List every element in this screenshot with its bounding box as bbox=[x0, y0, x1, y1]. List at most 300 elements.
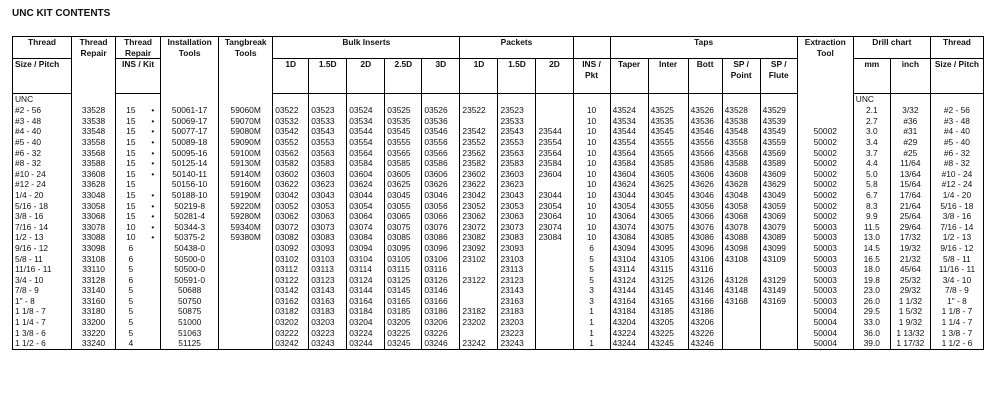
table-cell: 03102 bbox=[273, 254, 309, 265]
table-cell: 50002 bbox=[797, 158, 853, 169]
header-bulk-2d: 2D bbox=[347, 59, 385, 94]
table-cell: 03142 bbox=[273, 285, 309, 296]
table-cell: 43125 bbox=[648, 275, 688, 286]
table-cell: 50002 bbox=[797, 179, 853, 190]
table-cell: 1/2 - 13 bbox=[930, 232, 983, 243]
table-cell: 1/4 - 20 bbox=[13, 190, 72, 201]
table-cell: 33568 bbox=[72, 148, 116, 159]
table-cell bbox=[460, 296, 498, 307]
table-cell: 50219-8 bbox=[161, 201, 219, 212]
table-cell: 15 bbox=[126, 115, 136, 126]
table-cell: • bbox=[146, 137, 161, 148]
table-cell: 03112 bbox=[273, 264, 309, 275]
table-cell: 1 bbox=[573, 338, 610, 349]
table-cell: 15 bbox=[126, 200, 136, 211]
table-cell: 1 1/8 - 7 bbox=[13, 306, 72, 317]
table-cell: 23054 bbox=[536, 201, 573, 212]
header-tap-bott: Bott bbox=[688, 59, 722, 94]
table-cell: 03105 bbox=[385, 254, 422, 265]
table-cell: 3/4 - 10 bbox=[13, 275, 72, 286]
table-row bbox=[13, 158, 984, 169]
table-cell: 23243 bbox=[498, 338, 536, 349]
table-cell: 43149 bbox=[760, 285, 797, 296]
table-cell: #6 - 32 bbox=[930, 148, 983, 159]
table-row bbox=[13, 232, 984, 243]
table-cell: 43099 bbox=[760, 243, 797, 254]
table-cell: 43629 bbox=[760, 179, 797, 190]
table-cell: 03054 bbox=[347, 201, 385, 212]
table-cell: 1 1/32 bbox=[890, 296, 930, 307]
table-row bbox=[13, 254, 984, 265]
table-cell: 10 bbox=[573, 126, 610, 137]
table-cell: 50002 bbox=[797, 211, 853, 222]
table-cell: 03086 bbox=[422, 232, 460, 243]
table-cell: 33108 bbox=[72, 254, 116, 265]
table-cell: 43534 bbox=[610, 116, 648, 127]
table-cell bbox=[536, 254, 573, 265]
table-cell: 6.7 bbox=[853, 190, 890, 201]
table-cell: 03584 bbox=[347, 158, 385, 169]
table-cell: 43526 bbox=[688, 105, 722, 116]
table-cell: 43105 bbox=[648, 254, 688, 265]
table-cell: 1 1/4 - 7 bbox=[13, 317, 72, 328]
table-cell: 43548 bbox=[722, 126, 760, 137]
table-cell: • bbox=[146, 190, 161, 201]
table-cell: 43568 bbox=[722, 148, 760, 159]
table-cell: 43075 bbox=[648, 222, 688, 233]
table-cell: 23083 bbox=[498, 232, 536, 243]
table-cell: 59070M bbox=[219, 116, 273, 127]
table-cell: 43049 bbox=[760, 190, 797, 201]
table-cell: 03085 bbox=[385, 232, 422, 243]
table-cell: 1 3/8 - 7 bbox=[930, 328, 983, 339]
table-cell: 15 bbox=[126, 168, 136, 179]
table-cell: 43555 bbox=[648, 137, 688, 148]
header-drill-mm: mm bbox=[853, 59, 890, 94]
table-cell bbox=[536, 116, 573, 127]
table-cell bbox=[536, 179, 573, 190]
table-cell: 5 bbox=[573, 275, 610, 286]
table-cell: 03066 bbox=[422, 211, 460, 222]
table-cell: 03545 bbox=[385, 126, 422, 137]
table-row bbox=[13, 338, 984, 349]
table-cell bbox=[219, 275, 273, 286]
table-cell: 03226 bbox=[422, 328, 460, 339]
table-cell: 59280M bbox=[219, 211, 273, 222]
table-cell: 23123 bbox=[498, 275, 536, 286]
table-cell: 33220 bbox=[72, 328, 116, 339]
table-cell: 03626 bbox=[422, 179, 460, 190]
table-cell: 15 bbox=[126, 136, 136, 147]
table-cell: 25/64 bbox=[890, 211, 930, 222]
table-cell: 23554 bbox=[536, 137, 573, 148]
header-thread-repair-kit: Thread Repair bbox=[116, 37, 161, 59]
table-cell: 3.4 bbox=[853, 137, 890, 148]
table-cell: 59090M bbox=[219, 137, 273, 148]
table-cell bbox=[146, 317, 161, 328]
table-cell: 33160 bbox=[72, 296, 116, 307]
table-cell: 23102 bbox=[460, 254, 498, 265]
table-cell: 50438-0 bbox=[161, 243, 219, 254]
table-cell: 03625 bbox=[385, 179, 422, 190]
table-cell bbox=[536, 243, 573, 254]
table-cell: 43244 bbox=[610, 338, 648, 349]
table-cell bbox=[460, 285, 498, 296]
table-cell: 43205 bbox=[648, 317, 688, 328]
table-cell bbox=[146, 328, 161, 339]
table-cell: 33240 bbox=[72, 338, 116, 349]
table-cell: 50004 bbox=[797, 306, 853, 317]
table-cell: 43084 bbox=[610, 232, 648, 243]
table-cell: 03046 bbox=[422, 190, 460, 201]
table-cell: 11.5 bbox=[853, 222, 890, 233]
table-cell: 43074 bbox=[610, 222, 648, 233]
table-cell: 03555 bbox=[385, 137, 422, 148]
table-cell: 1 bbox=[573, 328, 610, 339]
table-cell: 03203 bbox=[309, 317, 347, 328]
table-cell: 03144 bbox=[347, 285, 385, 296]
table-cell: 23623 bbox=[498, 179, 536, 190]
table-cell: 23533 bbox=[498, 116, 536, 127]
table-cell: 23544 bbox=[536, 126, 573, 137]
table-cell: 17/32 bbox=[890, 232, 930, 243]
table-cell: 03602 bbox=[273, 169, 309, 180]
table-cell: 43056 bbox=[688, 201, 722, 212]
table-cell: 33200 bbox=[72, 317, 116, 328]
table-cell: 43146 bbox=[688, 285, 722, 296]
table-cell: 50003 bbox=[797, 275, 853, 286]
table-cell: 59140M bbox=[219, 169, 273, 180]
table-cell: 03185 bbox=[385, 306, 422, 317]
table-row bbox=[13, 116, 984, 127]
table-cell: #6 - 32 bbox=[13, 148, 72, 159]
table-cell bbox=[219, 243, 273, 254]
table-cell bbox=[460, 264, 498, 275]
header-size-pitch-right: Size / Pitch bbox=[930, 59, 983, 94]
unc-label-row bbox=[13, 94, 984, 106]
table-cell bbox=[722, 328, 760, 339]
table-cell: 33068 bbox=[72, 211, 116, 222]
table-cell: 43114 bbox=[610, 264, 648, 275]
table-cell: 43628 bbox=[722, 179, 760, 190]
table-cell: 2.7 bbox=[853, 116, 890, 127]
table-cell: 23203 bbox=[498, 317, 536, 328]
table-cell: 10 bbox=[573, 148, 610, 159]
table-cell: #4 - 40 bbox=[930, 126, 983, 137]
table-cell: #10 - 24 bbox=[13, 169, 72, 180]
table-cell: 43046 bbox=[688, 190, 722, 201]
table-cell: 03224 bbox=[347, 328, 385, 339]
table-cell: 43148 bbox=[722, 285, 760, 296]
table-cell: 23043 bbox=[498, 190, 536, 201]
table-cell: 43166 bbox=[688, 296, 722, 307]
table-cell: 11/16 - 11 bbox=[930, 264, 983, 275]
table-cell: #3 - 48 bbox=[13, 116, 72, 127]
table-cell: 43524 bbox=[610, 105, 648, 116]
table-cell: 33548 bbox=[72, 126, 116, 137]
table-cell: 17/64 bbox=[890, 190, 930, 201]
table-cell: 5.0 bbox=[853, 169, 890, 180]
table-cell: 6 bbox=[128, 274, 134, 285]
table-cell: 50875 bbox=[161, 306, 219, 317]
table-row bbox=[13, 169, 984, 180]
table-cell: 43086 bbox=[688, 232, 722, 243]
table-cell: #5 - 40 bbox=[13, 137, 72, 148]
table-cell: 43245 bbox=[648, 338, 688, 349]
table-cell: 9.9 bbox=[853, 211, 890, 222]
table-cell: 23084 bbox=[536, 232, 573, 243]
table-cell: 3 bbox=[573, 296, 610, 307]
table-cell: 50003 bbox=[797, 243, 853, 254]
table-cell: 43559 bbox=[760, 137, 797, 148]
table-cell: 1 bbox=[573, 317, 610, 328]
table-cell: #8 - 32 bbox=[13, 158, 72, 169]
table-cell: 50004 bbox=[797, 338, 853, 349]
table-cell: 43085 bbox=[648, 232, 688, 243]
table-cell: 43246 bbox=[688, 338, 722, 349]
table-cell: 43128 bbox=[722, 275, 760, 286]
table-cell: 5 bbox=[128, 317, 134, 328]
header-bulk-3d: 3D bbox=[422, 59, 460, 94]
table-cell: 43129 bbox=[760, 275, 797, 286]
table-cell: 43108 bbox=[722, 254, 760, 265]
table-cell: #36 bbox=[890, 116, 930, 127]
table-cell: 03583 bbox=[309, 158, 347, 169]
table-cell: 7/8 - 9 bbox=[930, 285, 983, 296]
table-cell: • bbox=[146, 211, 161, 222]
table-cell: 23044 bbox=[536, 190, 573, 201]
table-cell bbox=[536, 285, 573, 296]
table-cell: 43169 bbox=[760, 296, 797, 307]
table-cell: 03072 bbox=[273, 222, 309, 233]
table-cell: 11/64 bbox=[890, 158, 930, 169]
table-cell: 23042 bbox=[460, 190, 498, 201]
table-cell: 33098 bbox=[72, 243, 116, 254]
table-cell: 23092 bbox=[460, 243, 498, 254]
table-cell: 03095 bbox=[385, 243, 422, 254]
table-cell: 03165 bbox=[385, 296, 422, 307]
table-cell: 50375-2 bbox=[161, 232, 219, 243]
table-cell: 33608 bbox=[72, 169, 116, 180]
table-cell: 15 bbox=[126, 179, 136, 190]
table-cell: 03223 bbox=[309, 328, 347, 339]
table-cell: 43054 bbox=[610, 201, 648, 212]
page-title: UNC KIT CONTENTS bbox=[12, 8, 111, 19]
table-cell bbox=[146, 285, 161, 296]
table-cell: 3/4 - 10 bbox=[930, 275, 983, 286]
table-cell: 43569 bbox=[760, 148, 797, 159]
table-cell: 23052 bbox=[460, 201, 498, 212]
table-cell: 33558 bbox=[72, 137, 116, 148]
table-cell: 50002 bbox=[797, 190, 853, 201]
table-cell: 03222 bbox=[273, 328, 309, 339]
table-cell: • bbox=[146, 126, 161, 137]
table-cell bbox=[536, 306, 573, 317]
table-cell: 43124 bbox=[610, 275, 648, 286]
table-cell: 43224 bbox=[610, 328, 648, 339]
table-cell bbox=[722, 306, 760, 317]
table-cell: 1 1/8 - 7 bbox=[930, 306, 983, 317]
table-cell bbox=[146, 179, 161, 190]
table-cell: 36.0 bbox=[853, 328, 890, 339]
table-cell: 23082 bbox=[460, 232, 498, 243]
table-cell bbox=[536, 338, 573, 349]
table-cell: 03044 bbox=[347, 190, 385, 201]
table-cell: 50750 bbox=[161, 296, 219, 307]
table-cell: 33058 bbox=[72, 201, 116, 212]
table-cell: 23183 bbox=[498, 306, 536, 317]
table-cell bbox=[146, 254, 161, 265]
table-cell: 03186 bbox=[422, 306, 460, 317]
table-cell: 43528 bbox=[722, 105, 760, 116]
table-cell: 43546 bbox=[688, 126, 722, 137]
table-cell: 25/32 bbox=[890, 275, 930, 286]
table-cell: 43098 bbox=[722, 243, 760, 254]
table-cell: 23.0 bbox=[853, 285, 890, 296]
table-cell: 5 bbox=[573, 254, 610, 265]
table-cell: 23602 bbox=[460, 169, 498, 180]
header-tap-sp-flute: SP / Flute bbox=[760, 59, 797, 94]
table-cell: 5.8 bbox=[853, 179, 890, 190]
table-cell: 43226 bbox=[688, 328, 722, 339]
table-cell: 50003 bbox=[797, 264, 853, 275]
table-row bbox=[13, 317, 984, 328]
table-cell: 43538 bbox=[722, 116, 760, 127]
table-cell: 43589 bbox=[760, 158, 797, 169]
table-cell: 03523 bbox=[309, 105, 347, 116]
table-cell: 23523 bbox=[498, 105, 536, 116]
table-cell: 43556 bbox=[688, 137, 722, 148]
table-cell: 03043 bbox=[309, 190, 347, 201]
table-cell: 03084 bbox=[347, 232, 385, 243]
table-cell: 7/16 - 14 bbox=[13, 222, 72, 233]
table-cell: 59080M bbox=[219, 126, 273, 137]
table-cell: 10 bbox=[573, 211, 610, 222]
table-cell: 43605 bbox=[648, 169, 688, 180]
table-cell: 23053 bbox=[498, 201, 536, 212]
table-cell: 43058 bbox=[722, 201, 760, 212]
table-cell: 03114 bbox=[347, 264, 385, 275]
table-cell: 5 bbox=[128, 285, 134, 296]
table-cell: 43069 bbox=[760, 211, 797, 222]
table-cell: 03533 bbox=[309, 116, 347, 127]
table-cell: 10 bbox=[573, 190, 610, 201]
table-cell bbox=[146, 264, 161, 275]
table-cell: 33.0 bbox=[853, 317, 890, 328]
table-cell: 33180 bbox=[72, 306, 116, 317]
table-cell: 50004 bbox=[797, 317, 853, 328]
table-cell: 13.0 bbox=[853, 232, 890, 243]
table-cell: 03042 bbox=[273, 190, 309, 201]
table-cell bbox=[219, 338, 273, 349]
table-cell: 26.0 bbox=[853, 296, 890, 307]
table-cell: 03123 bbox=[309, 275, 347, 286]
table-cell: 43185 bbox=[648, 306, 688, 317]
table-cell: 23062 bbox=[460, 211, 498, 222]
table-row bbox=[13, 211, 984, 222]
table-cell: 10 bbox=[573, 179, 610, 190]
table-cell: 43144 bbox=[610, 285, 648, 296]
table-row bbox=[13, 222, 984, 233]
table-cell: 03094 bbox=[347, 243, 385, 254]
table-cell: 50095-16 bbox=[161, 148, 219, 159]
table-cell: 03064 bbox=[347, 211, 385, 222]
table-cell: 23603 bbox=[498, 169, 536, 180]
table-cell: 23553 bbox=[498, 137, 536, 148]
table-cell: 5 bbox=[128, 306, 134, 317]
table-cell: 19/32 bbox=[890, 243, 930, 254]
table-cell bbox=[146, 296, 161, 307]
table-cell bbox=[460, 116, 498, 127]
table-cell: 10 bbox=[573, 158, 610, 169]
table-cell: 03164 bbox=[347, 296, 385, 307]
table-cell: 33628 bbox=[72, 179, 116, 190]
header-drill-inch: inch bbox=[890, 59, 930, 94]
table-cell: 14.5 bbox=[853, 243, 890, 254]
table-cell: 43566 bbox=[688, 148, 722, 159]
table-cell: 18.0 bbox=[853, 264, 890, 275]
table-cell: #10 - 24 bbox=[930, 169, 983, 180]
table-cell: 03534 bbox=[347, 116, 385, 127]
table-cell: 50003 bbox=[797, 232, 853, 243]
table-cell: 33140 bbox=[72, 285, 116, 296]
table-cell: 59220M bbox=[219, 201, 273, 212]
table-cell: 03623 bbox=[309, 179, 347, 190]
table-cell: #3 - 48 bbox=[930, 116, 983, 127]
header-ins-kit: INS / Kit bbox=[116, 59, 161, 94]
table-cell: 15 bbox=[126, 189, 136, 200]
table-cell: 15 bbox=[126, 158, 136, 169]
table-cell: 03063 bbox=[309, 211, 347, 222]
table-cell: 43604 bbox=[610, 169, 648, 180]
table-cell: 03062 bbox=[273, 211, 309, 222]
table-cell bbox=[219, 285, 273, 296]
table-cell: 23564 bbox=[536, 148, 573, 159]
table-cell: • bbox=[146, 148, 161, 159]
table-cell: 9/16 - 12 bbox=[930, 243, 983, 254]
table-cell: 03205 bbox=[385, 317, 422, 328]
table-cell: 03585 bbox=[385, 158, 422, 169]
table-cell: 03056 bbox=[422, 201, 460, 212]
table-cell bbox=[760, 317, 797, 328]
table-cell bbox=[536, 264, 573, 275]
table-cell: 03122 bbox=[273, 275, 309, 286]
table-row bbox=[13, 275, 984, 286]
table-cell: 50344-3 bbox=[161, 222, 219, 233]
table-cell: 03065 bbox=[385, 211, 422, 222]
table-cell: 03546 bbox=[422, 126, 460, 137]
table-cell: 43558 bbox=[722, 137, 760, 148]
table-cell: 23242 bbox=[460, 338, 498, 349]
table-cell: 03076 bbox=[422, 222, 460, 233]
table-cell: 50500-0 bbox=[161, 254, 219, 265]
table-cell: 03143 bbox=[309, 285, 347, 296]
table-cell: 03586 bbox=[422, 158, 460, 169]
table-cell: 23182 bbox=[460, 306, 498, 317]
table-cell: 6 bbox=[573, 243, 610, 254]
table-cell: 23073 bbox=[498, 222, 536, 233]
table-cell: 43586 bbox=[688, 158, 722, 169]
table-cell: 5/16 - 18 bbox=[13, 201, 72, 212]
table-cell: 2.1 bbox=[853, 105, 890, 116]
table-cell: 6 bbox=[128, 253, 134, 264]
table-cell: 50069-17 bbox=[161, 116, 219, 127]
table-cell: 03245 bbox=[385, 338, 422, 349]
table-cell: 1 bbox=[573, 306, 610, 317]
table-cell: 03605 bbox=[385, 169, 422, 180]
header-thread-repair: Thread Repair bbox=[72, 37, 116, 94]
table-cell: 21/64 bbox=[890, 201, 930, 212]
